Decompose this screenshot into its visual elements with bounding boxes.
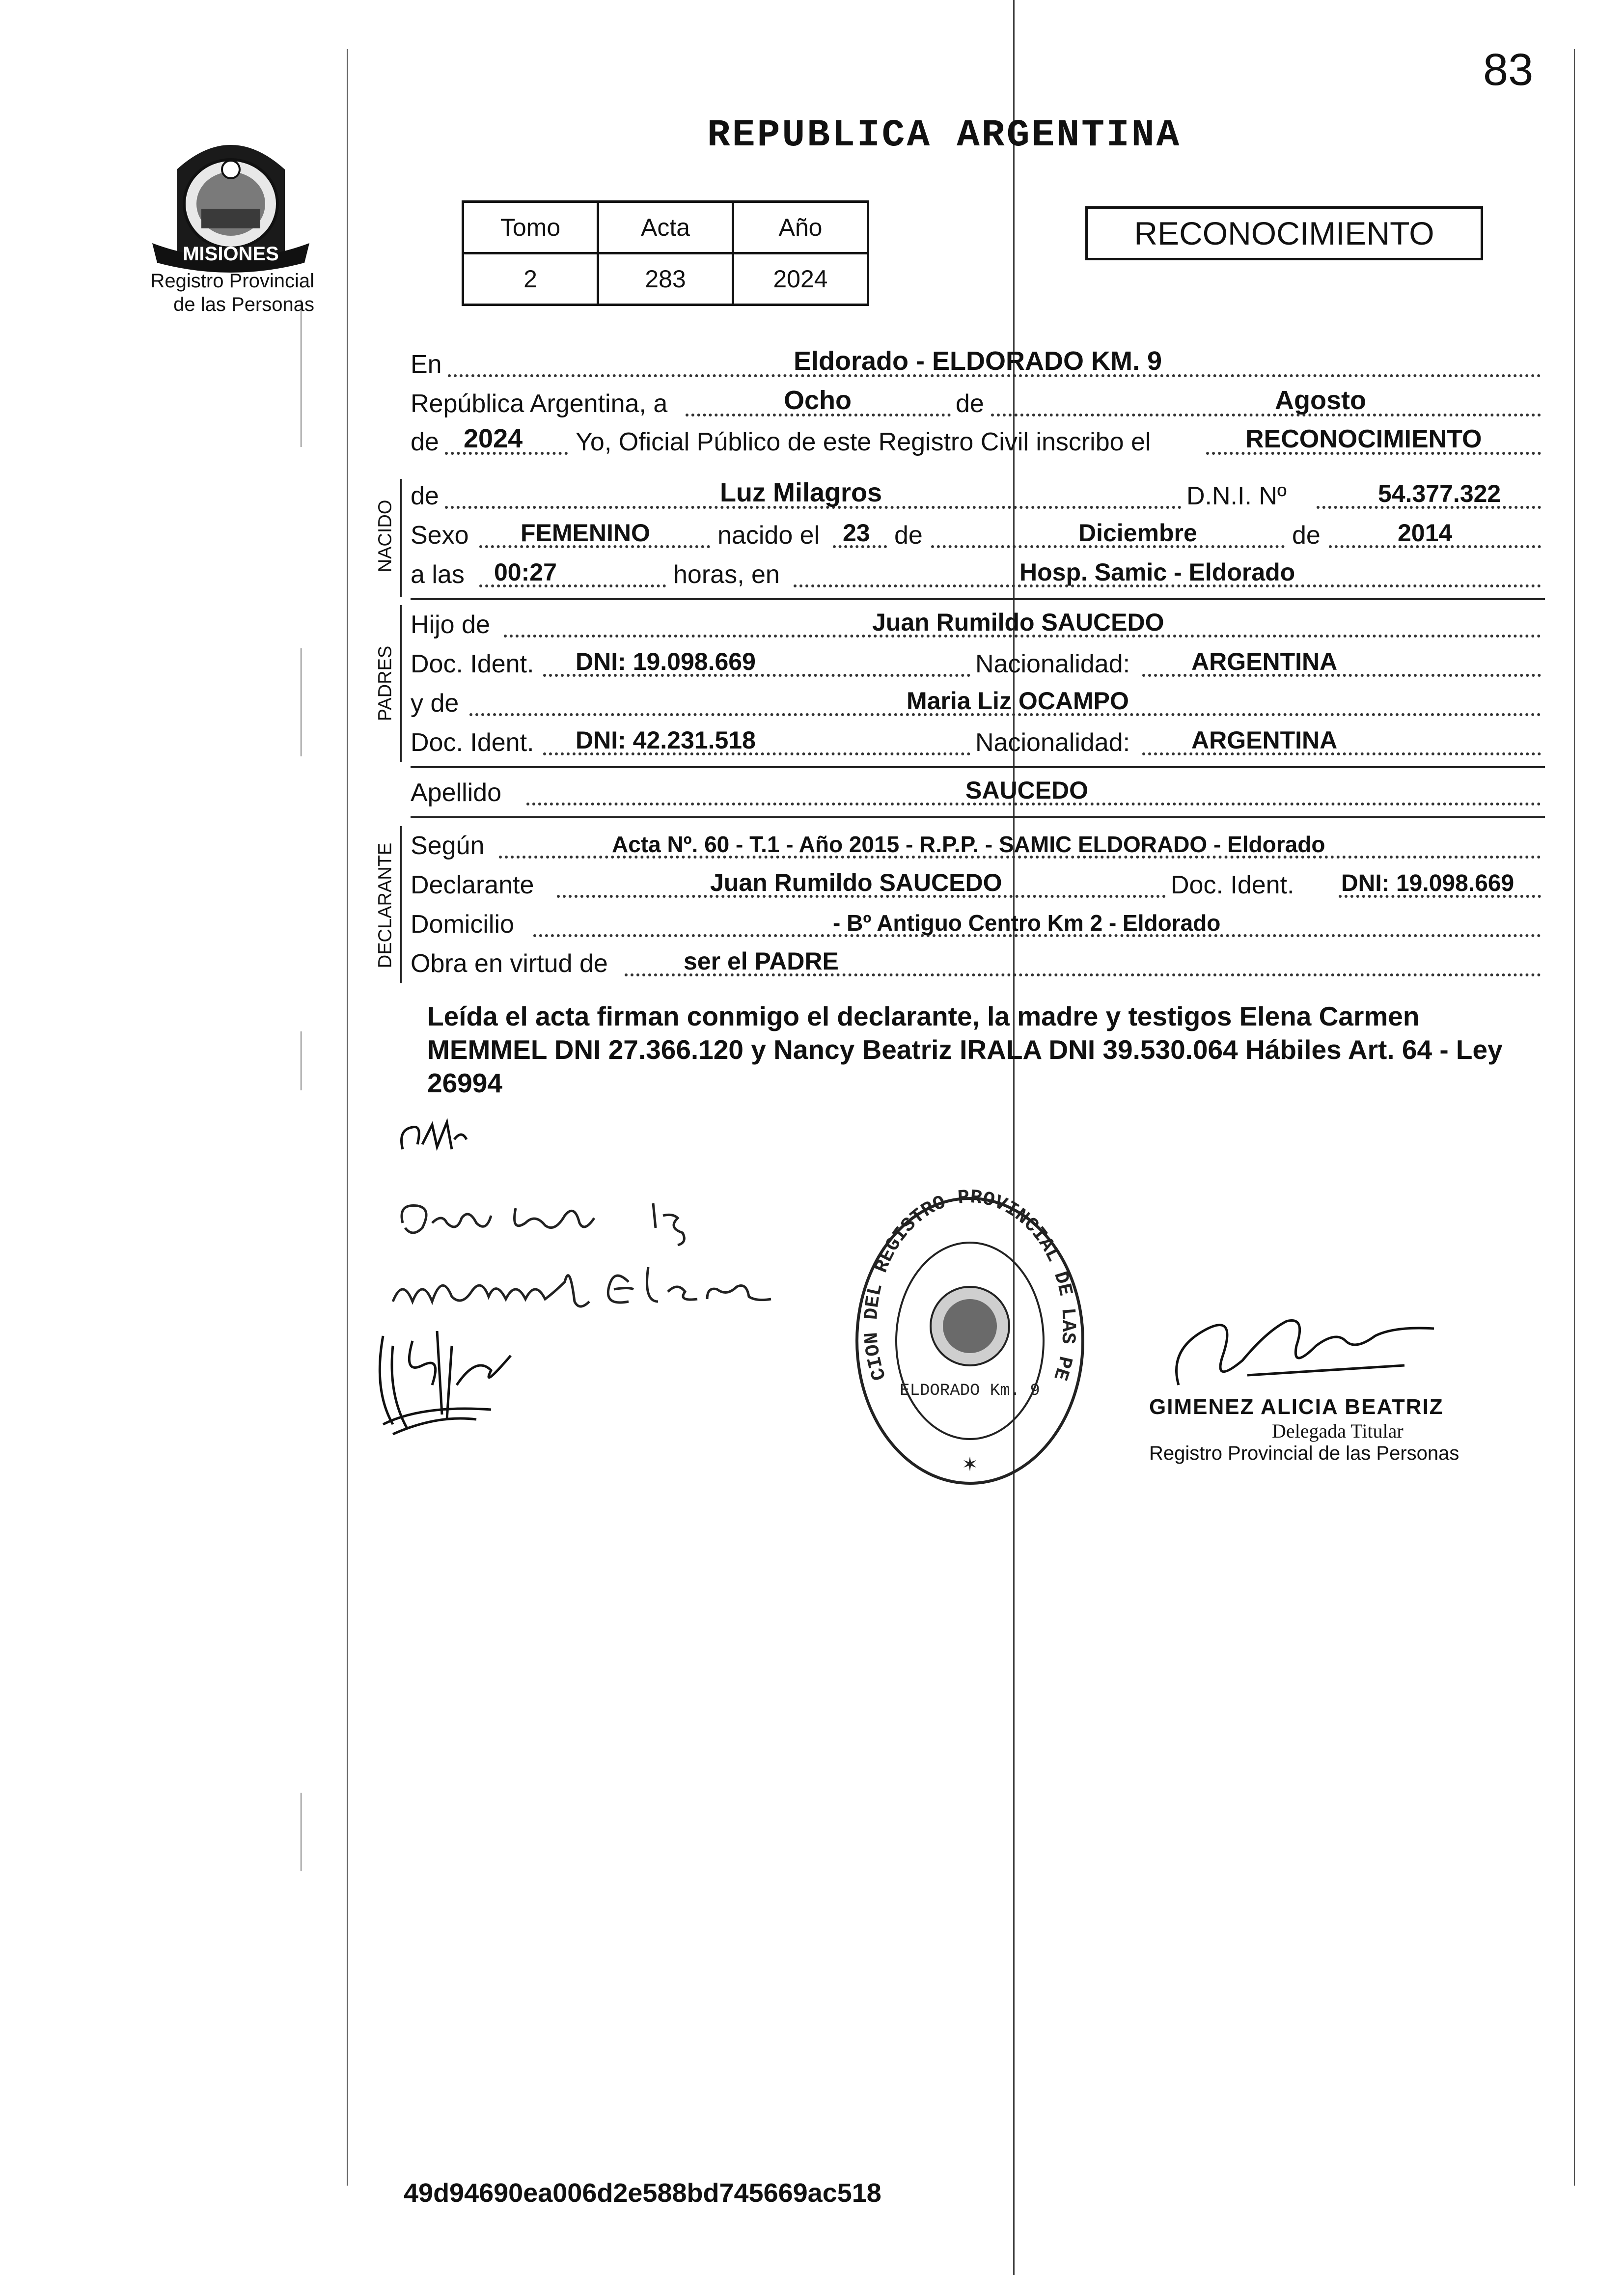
field-declarante: [411, 869, 1543, 903]
doc3-label: Doc. Ident.: [1171, 871, 1294, 899]
margin-tick: [301, 648, 302, 756]
right-margin-rule: [1574, 49, 1575, 2186]
official-registry: Registro Provincial de las Personas: [1149, 1443, 1459, 1464]
header-tomo: Tomo: [463, 202, 598, 253]
doc1-label: Doc. Ident.: [411, 650, 534, 678]
nac-de-label: de: [894, 521, 923, 550]
nac1-label: Nacionalidad:: [975, 650, 1130, 678]
de-label: de: [956, 389, 984, 418]
registry-seal: [842, 1184, 1098, 1488]
domicilio-value: - Bº Antiguo Centro Km 2 - Eldorado: [833, 910, 1221, 936]
domicilio-label: Domicilio: [411, 910, 514, 939]
dni-label: D.N.I. Nº: [1186, 482, 1287, 510]
en-label: En: [411, 350, 442, 379]
registro-line1: Registro Provincial: [150, 270, 314, 292]
de2-label: de: [411, 428, 439, 456]
seal-inner-text: ELDORADO Km. 9: [900, 1382, 1040, 1400]
field-apellido: [411, 777, 1543, 810]
republica-label: República Argentina, a: [411, 389, 668, 418]
section-label-padres: PADRES: [375, 645, 396, 721]
nac-mes-value: Diciembre: [1078, 519, 1197, 547]
margin-tick: [301, 1031, 302, 1090]
nombre-value: Luz Milagros: [720, 478, 882, 507]
svg-text:PROVINCIA DE: [175, 112, 286, 150]
dni-value: 54.377.322: [1378, 480, 1501, 507]
official-role: Delegada Titular: [1272, 1420, 1404, 1442]
hijo-label: Hijo de: [411, 610, 490, 639]
header-ano: Año: [733, 202, 868, 253]
document-hash: 49d94690ea006d2e588bd745669ac518: [404, 2178, 881, 2208]
field-anio: [411, 424, 1543, 460]
anio-value: 2024: [464, 424, 523, 453]
doc3-value: DNI: 19.098.669: [1341, 870, 1514, 896]
official-signature-block: [1149, 1395, 1508, 1465]
dotted-line: [991, 414, 1541, 416]
hora-value: 00:27: [494, 558, 557, 586]
declarante-bar: [400, 826, 402, 983]
padre-value: Juan Rumildo SAUCEDO: [872, 609, 1164, 636]
field-doc-madre: [411, 726, 1543, 760]
fold-line: [1013, 0, 1015, 2275]
apellido-label: Apellido: [411, 778, 502, 807]
logo-text-bottom: MISIONES: [183, 243, 279, 265]
left-margin-rule: [347, 49, 348, 2186]
obra-value: ser el PADRE: [684, 947, 839, 975]
field-sexo: [411, 519, 1543, 553]
field-domicilio: [411, 910, 1543, 942]
sexo-label: Sexo: [411, 521, 469, 550]
madre-value: Maria Liz OCAMPO: [907, 687, 1129, 715]
nac1-value: ARGENTINA: [1191, 648, 1338, 675]
tomo-acta-ano-table: [462, 200, 869, 306]
field-obra: [411, 947, 1543, 981]
inscribo-value: RECONOCIMIENTO: [1245, 425, 1482, 453]
value-ano: 2024: [733, 253, 868, 305]
nombre-label: de: [411, 482, 439, 510]
horas-label: horas, en: [673, 560, 780, 589]
nac-de2-label: de: [1292, 521, 1321, 550]
field-doc-padre: [411, 648, 1543, 682]
registro-caption: [132, 269, 314, 316]
field-hora: [411, 558, 1543, 592]
field-en: [411, 346, 1543, 382]
segun-value: Acta Nº. 60 - T.1 - Año 2015 - R.P.P. - SAMIC ELDORADO - Eldorado: [612, 832, 1325, 857]
doc2-value: DNI: 42.231.518: [576, 726, 756, 754]
provincia-misiones-logo: [142, 111, 319, 273]
apellido-value: SAUCEDO: [965, 777, 1089, 804]
alas-label: a las: [411, 560, 465, 589]
header-acta: Acta: [598, 202, 733, 253]
nacido-label: nacido el: [717, 521, 820, 550]
registro-line2: de las Personas: [173, 294, 314, 315]
doc1-value: DNI: 19.098.669: [576, 648, 756, 675]
seal-ring-text: CION DEL REGISTRO PROVINCIAL DE LAS PE: [861, 1186, 1079, 1383]
sexo-value: FEMENINO: [521, 519, 650, 547]
margin-tick: [301, 1793, 302, 1871]
en-value: Eldorado - ELDORADO KM. 9: [794, 346, 1162, 376]
section-separator: [411, 816, 1545, 818]
value-acta: 283: [598, 253, 733, 305]
official-name: GIMENEZ ALICIA BEATRIZ: [1149, 1395, 1444, 1419]
obra-label: Obra en virtud de: [411, 949, 608, 978]
field-nombre: [411, 478, 1543, 514]
field-segun: [411, 832, 1543, 863]
acta-type-box: RECONOCIMIENTO: [1085, 206, 1483, 260]
logo-text-top: PROVINCIA DE: [175, 112, 287, 150]
field-madre: [411, 687, 1543, 721]
initials-signature: [393, 1110, 491, 1164]
witness2-signature: [383, 1252, 786, 1321]
closing-statement: Leída el acta firman conmigo el declarante, la madre y testigos Elena Carmen MEMMEL DNI 27.366.120 y Nancy Beatriz IRALA DNI 39.530.064 Hábiles Art. 64 - Ley 26994: [427, 1001, 1503, 1098]
nac-anio-value: 2014: [1398, 519, 1453, 547]
segun-label: Según: [411, 832, 485, 860]
field-padre: [411, 609, 1543, 642]
field-fecha: [411, 386, 1543, 421]
section-separator: [411, 766, 1545, 768]
padres-bar: [400, 605, 402, 762]
document-title: REPUBLICA ARGENTINA: [707, 114, 1182, 157]
yde-label: y de: [411, 689, 459, 718]
value-tomo: 2: [463, 253, 598, 305]
witness3-signature: [363, 1316, 530, 1444]
mes-value: Agosto: [1275, 386, 1366, 415]
witness1-signature: [388, 1189, 707, 1248]
official-signature: [1159, 1302, 1463, 1400]
lugar-value: Hosp. Samic - Eldorado: [1019, 558, 1295, 586]
nac2-value: ARGENTINA: [1191, 726, 1338, 754]
dia-value: Ocho: [784, 386, 852, 415]
nac-dia-value: 23: [843, 519, 870, 547]
declarante-label: Declarante: [411, 871, 534, 899]
nacido-bar: [400, 479, 402, 597]
declarante-value: Juan Rumildo SAUCEDO: [710, 869, 1002, 896]
doc2-label: Doc. Ident.: [411, 728, 534, 757]
margin-tick: [301, 300, 302, 447]
section-label-declarante: DECLARANTE: [375, 842, 396, 969]
svg-text:✶: ✶: [962, 1453, 978, 1476]
page-number: 83: [1483, 45, 1534, 95]
nac2-label: Nacionalidad:: [975, 728, 1130, 757]
oficial-text: Yo, Oficial Público de este Registro Civil inscribo el: [576, 428, 1151, 456]
section-label-nacido: NACIDO: [375, 499, 396, 573]
section-separator: [411, 598, 1545, 600]
